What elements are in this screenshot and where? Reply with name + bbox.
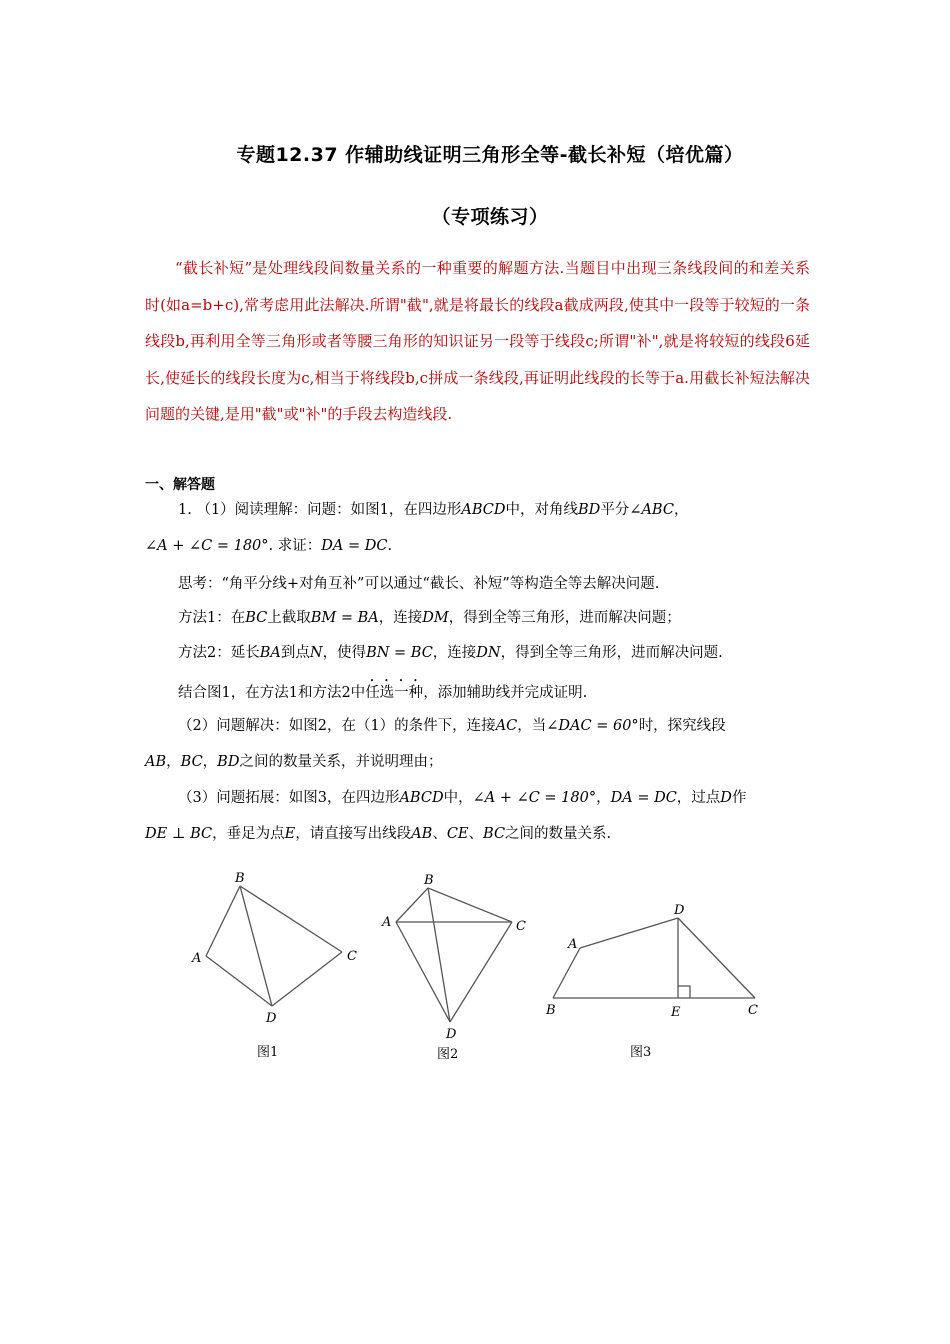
figures-area <box>0 860 950 1070</box>
fig3-right-angle-mark <box>678 986 690 998</box>
fig1-edge-ad <box>206 956 272 1006</box>
figure-1 <box>206 886 342 1006</box>
page-subtitle: （专项练习） <box>431 206 549 228</box>
page-title: 专题12.37 作辅助线证明三角形全等-截长补短（培优篇） <box>236 144 744 166</box>
fig2-label-b: B <box>424 873 434 888</box>
fig3-label-c: C <box>748 1003 758 1018</box>
fig3-label-d: D <box>674 903 685 918</box>
figure-3 <box>553 918 755 998</box>
fig1-label-d: D <box>266 1011 277 1026</box>
fig1-edge-dc <box>272 952 342 1006</box>
q2-line-2: AB，BC，BD之间的数量关系，并说明理由； <box>145 754 443 770</box>
fig2-label-d: D <box>446 1027 457 1042</box>
fig3-edge-ba <box>553 948 580 998</box>
fig2-edge-ab <box>396 888 428 922</box>
fig1-label-c: C <box>347 949 357 964</box>
q1-think: 思考：“角平分线+对角互补”可以通过“截长、补短”等构造全等去解决问题. <box>178 576 660 592</box>
fig3-edge-ad <box>580 918 678 948</box>
fig1-caption: 图1 <box>257 1045 279 1060</box>
fig2-edge-dc <box>450 922 512 1022</box>
fig3-label-a: A <box>568 937 578 952</box>
fig1-edge-ab <box>206 886 240 956</box>
fig3-caption: 图3 <box>630 1045 652 1060</box>
figure-2 <box>396 888 512 1022</box>
intro-paragraph: “截长补短”是处理线段间数量关系的一种重要的解题方法.当题目中出现三条线段间的和差关系时(如a=b+c),常考虑用此法解决.所谓"截",就是将最长的线段a截成两段,使其中一段等于较短的一条线段b,再利用全等三角形或者等腰三角形的知识证另一段等于线段c;所谓"补",就是将较短的线段6延长,使延长的线段长度为c,相当于将线段b,c拼成一条线段,再证明此线段的长等于a.用截长补短法解决问题的关键,是用"截"或"补"的手段去构造线段. <box>145 259 810 423</box>
fig1-label-b: B <box>235 871 245 886</box>
fig2-caption: 图2 <box>437 1047 459 1062</box>
q3-line-2: DE ⊥ BC，垂足为点E，请直接写出线段AB、CE、BC之间的数量关系. <box>145 826 612 842</box>
fig3-label-e: E <box>671 1005 681 1020</box>
q2-line-1: （2）问题解决：如图2，在（1）的条件下，连接AC，当∠DAC = 60°时，探究线段 <box>178 718 726 734</box>
q1-line-2: ∠A + ∠C = 180°. 求证：DA = DC. <box>145 538 393 554</box>
q1-line-1: 1. （1）阅读理解：问题：如图1，在四边形ABCD中，对角线BD平分∠ABC， <box>178 502 689 518</box>
fig2-label-c: C <box>516 919 526 934</box>
section-heading: 一、解答题 <box>145 477 215 493</box>
q1-combine: 结合图1，在方法1和方法2中任选一种，添加辅助线并完成证明. <box>178 685 588 701</box>
fig2-edge-cb <box>428 888 512 922</box>
fig1-label-a: A <box>192 951 202 966</box>
q3-line-1: （3）问题拓展：如图3，在四边形ABCD中，∠A + ∠C = 180°，DA = DC，过点D作 <box>178 790 747 806</box>
q1-method-2: 方法2：延长BA到点N，使得BN = BC，连接DN，得到全等三角形，进而解决问题. <box>178 645 723 661</box>
fig3-label-b: B <box>546 1003 556 1018</box>
q1-method-1: 方法1：在BC上截取BM = BA，连接DM，得到全等三角形，进而解决问题； <box>178 610 681 626</box>
fig2-label-a: A <box>382 915 392 930</box>
